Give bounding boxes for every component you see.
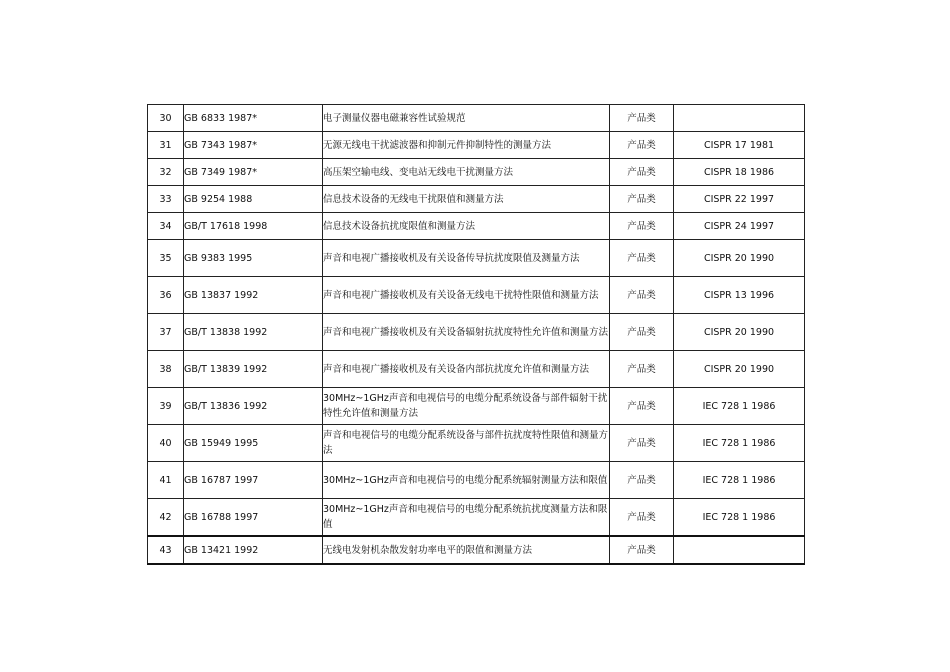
row-number: 34: [148, 213, 184, 240]
standard-code: GB 16787 1997: [184, 462, 323, 499]
table-row: [148, 462, 805, 499]
standard-category: 产品类: [610, 425, 674, 462]
reference-standard: IEC 728 1 1986: [674, 499, 805, 537]
row-number: 30: [148, 105, 184, 132]
row-number: 37: [148, 314, 184, 351]
standard-code: GB 6833 1987*: [184, 105, 323, 132]
standard-code: GB 13421 1992: [184, 536, 323, 564]
standard-code: GB 15949 1995: [184, 425, 323, 462]
standards-table: [147, 104, 805, 565]
standard-code: GB 16788 1997: [184, 499, 323, 537]
standard-category: 产品类: [610, 159, 674, 186]
standard-name: 30MHz~1GHz声音和电视信号的电缆分配系统抗扰度测量方法和限值: [323, 499, 610, 537]
standard-code: GB 7349 1987*: [184, 159, 323, 186]
standard-code: GB/T 13836 1992: [184, 388, 323, 425]
standard-code: GB/T 13839 1992: [184, 351, 323, 388]
standard-name: 声音和电视广播接收机及有关设备辐射抗扰度特性允许值和测量方法: [323, 314, 610, 351]
standard-code: GB/T 17618 1998: [184, 213, 323, 240]
table-row: [148, 132, 805, 159]
standard-code: GB/T 13838 1992: [184, 314, 323, 351]
table-row: [148, 314, 805, 351]
row-number: 35: [148, 240, 184, 277]
standard-name: 30MHz~1GHz声音和电视信号的电缆分配系统设备与部件辐射干扰特性允许值和测量方法: [323, 388, 610, 425]
reference-standard: [674, 105, 805, 132]
reference-standard: CISPR 13 1996: [674, 277, 805, 314]
reference-standard: CISPR 20 1990: [674, 351, 805, 388]
reference-standard: CISPR 22 1997: [674, 186, 805, 213]
standard-name: 无源无线电干扰滤波器和抑制元件抑制特性的测量方法: [323, 132, 610, 159]
standard-code: GB 13837 1992: [184, 277, 323, 314]
standard-category: 产品类: [610, 213, 674, 240]
row-number: 41: [148, 462, 184, 499]
row-number: 38: [148, 351, 184, 388]
table-row: [148, 213, 805, 240]
reference-standard: CISPR 18 1986: [674, 159, 805, 186]
row-number: 40: [148, 425, 184, 462]
table-row: [148, 536, 805, 564]
standard-category: 产品类: [610, 314, 674, 351]
standard-name: 声音和电视广播接收机及有关设备内部抗扰度允许值和测量方法: [323, 351, 610, 388]
standard-category: 产品类: [610, 240, 674, 277]
standard-category: 产品类: [610, 186, 674, 213]
standard-name: 信息技术设备抗扰度限值和测量方法: [323, 213, 610, 240]
standard-code: GB 9254 1988: [184, 186, 323, 213]
row-number: 36: [148, 277, 184, 314]
reference-standard: IEC 728 1 1986: [674, 388, 805, 425]
standard-category: 产品类: [610, 132, 674, 159]
row-number: 39: [148, 388, 184, 425]
reference-standard: [674, 536, 805, 564]
standard-category: 产品类: [610, 462, 674, 499]
reference-standard: CISPR 20 1990: [674, 240, 805, 277]
standard-category: 产品类: [610, 277, 674, 314]
row-number: 31: [148, 132, 184, 159]
standard-category: 产品类: [610, 105, 674, 132]
row-number: 33: [148, 186, 184, 213]
table-row: [148, 240, 805, 277]
standard-name: 30MHz~1GHz声音和电视信号的电缆分配系统辐射测量方法和限值: [323, 462, 610, 499]
standard-category: 产品类: [610, 351, 674, 388]
table-row: [148, 499, 805, 537]
row-number: 32: [148, 159, 184, 186]
row-number: 43: [148, 536, 184, 564]
standard-name: 信息技术设备的无线电干扰限值和测量方法: [323, 186, 610, 213]
table-row: [148, 105, 805, 132]
table-row: [148, 159, 805, 186]
row-number: 42: [148, 499, 184, 537]
standard-name: 电子测量仪器电磁兼容性试验规范: [323, 105, 610, 132]
standard-category: 产品类: [610, 499, 674, 537]
standard-category: 产品类: [610, 388, 674, 425]
table-row: [148, 425, 805, 462]
reference-standard: CISPR 17 1981: [674, 132, 805, 159]
standard-name: 声音和电视广播接收机及有关设备传导抗扰度限值及测量方法: [323, 240, 610, 277]
standard-code: GB 7343 1987*: [184, 132, 323, 159]
standard-code: GB 9383 1995: [184, 240, 323, 277]
standard-category: 产品类: [610, 536, 674, 564]
standard-name: 声音和电视信号的电缆分配系统设备与部件抗扰度特性限值和测量方法: [323, 425, 610, 462]
standard-name: 声音和电视广播接收机及有关设备无线电干扰特性限值和测量方法: [323, 277, 610, 314]
reference-standard: IEC 728 1 1986: [674, 462, 805, 499]
table-row: [148, 277, 805, 314]
table-row: [148, 351, 805, 388]
table-row: [148, 388, 805, 425]
standard-name: 高压架空输电线、变电站无线电干扰测量方法: [323, 159, 610, 186]
standard-name: 无线电发射机杂散发射功率电平的限值和测量方法: [323, 536, 610, 564]
reference-standard: IEC 728 1 1986: [674, 425, 805, 462]
table-row: [148, 186, 805, 213]
reference-standard: CISPR 24 1997: [674, 213, 805, 240]
reference-standard: CISPR 20 1990: [674, 314, 805, 351]
